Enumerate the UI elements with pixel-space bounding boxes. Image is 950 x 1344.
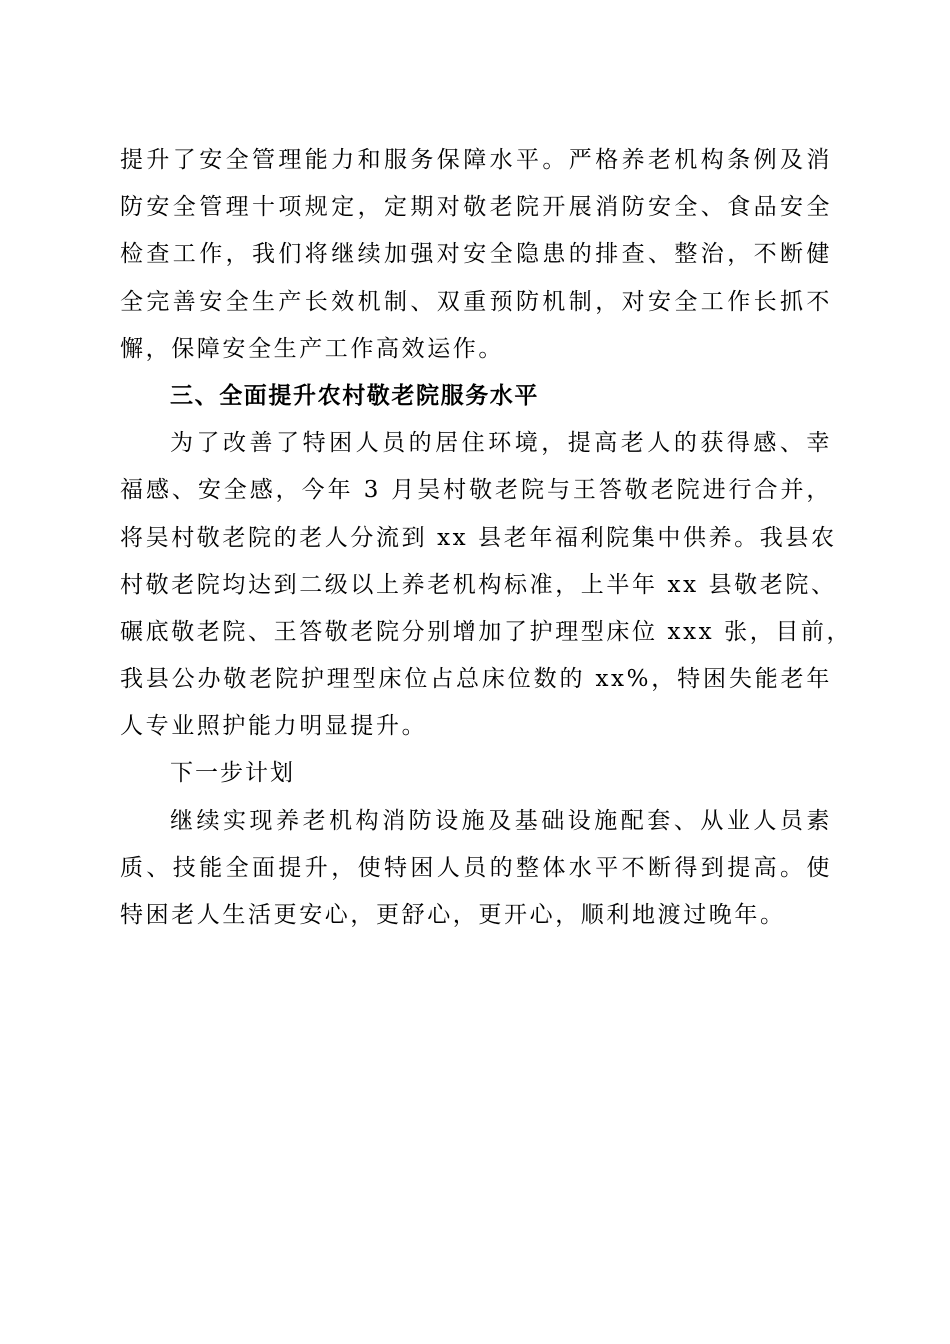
paragraph-line: 将吴村敬老院的老人分流到 xx 县老年福利院集中供养。我县农	[120, 524, 837, 551]
section-three-paragraph	[120, 420, 853, 750]
paragraph-line: 福感、安全感，今年 3 月吴村敬老院与王答敬老院进行合并，	[120, 477, 832, 504]
paragraph-line: 人专业照护能力明显提升。	[120, 713, 428, 740]
next-step-heading: 下一步计划	[170, 760, 295, 787]
paragraph-line: 为了改善了特困人员的居住环境，提高老人的获得感、幸	[170, 430, 832, 457]
section-two-tail-paragraph	[120, 137, 832, 373]
paragraph-line: 特困老人生活更安心，更舒心，更开心，顺利地渡过晚年。	[120, 902, 786, 928]
paragraph-line: 继续实现养老机构消防设施及基础设施配套、从业人员素	[170, 807, 832, 834]
paragraph-line: 村敬老院均达到二级以上养老机构标准，上半年 xx 县敬老院、	[120, 571, 837, 598]
paragraph-line: 我县公办敬老院护理型床位占总床位数的 xx%，特困失能老年	[120, 666, 832, 693]
paragraph-line: 碾底敬老院、王答敬老院分别增加了护理型床位 xxx 张，目前，	[120, 618, 853, 645]
paragraph-line: 检查工作，我们将继续加强对安全隐患的排查、整治，不断健	[120, 241, 832, 268]
document-body	[120, 137, 853, 939]
paragraph-line: 全完善安全生产长效机制、双重预防机制，对安全工作长抓不	[120, 288, 832, 315]
paragraph-line: 防安全管理十项规定，定期对敬老院开展消防安全、食品安全	[120, 194, 832, 221]
paragraph-line: 质、技能全面提升，使特困人员的整体水平不断得到提高。使	[120, 854, 832, 881]
paragraph-line: 懈，保障安全生产工作高效运作。	[120, 335, 504, 362]
paragraph-line: 提升了安全管理能力和服务保障水平。严格养老机构条例及消	[120, 147, 832, 173]
section-three-heading: 三、全面提升农村敬老院服务水平	[170, 382, 539, 409]
next-step-paragraph	[120, 798, 832, 940]
